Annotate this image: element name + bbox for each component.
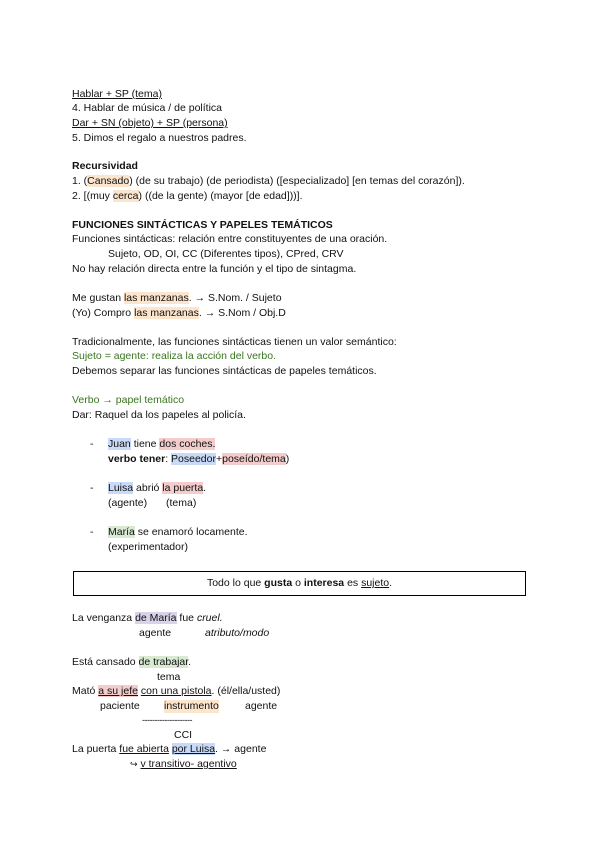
example-cansado: Está cansado de trabajar. [72,656,192,668]
rule-box: Todo lo que gusta o interesa es sujeto. [73,571,526,596]
example-gustan: Me gustan las manzanas. → S.Nom. / Sujeto [72,292,282,304]
label-atributo-modo: atributo/modo [205,627,270,639]
list-dash-1: - [90,438,94,450]
list-item-maria: María se enamoró locamente. [108,526,248,538]
return-arrow-icon: ↪ [130,759,138,769]
papel-tematico-heading: Verbo → papel temático [72,394,185,406]
label-agente-mato: agente [245,700,278,712]
funciones-line-3: No hay relación directa entre la función y el tipo de sintagma. [72,263,357,275]
list-dash-3: - [90,526,94,538]
example-compro: (Yo) Compro las manzanas. → S.Nom / Obj.D [72,307,286,319]
intro-line-2: 4. Hablar de música / de política [72,102,222,114]
example-puerta: La puerta fue abierta por Luisa. → agente [72,743,267,755]
semantico-line-2: Sujeto = agente: realiza la acción del verbo. [72,350,277,362]
label-cci: CCI [174,729,193,741]
intro-line-4: 5. Dimos el regalo a nuestros padres. [72,132,247,144]
intro-line-1: Hablar + SP (tema) [72,88,162,100]
dashed-separator: -------------------- [142,715,192,725]
dar-example: Dar: Raquel da los papeles al policía. [72,409,246,421]
list-item-luisa-agente: (agente) [108,497,148,509]
list-item-luisa-tema: (tema) [166,497,197,509]
label-paciente: paciente [100,700,140,712]
example-venganza: La venganza de María fue cruel. [72,612,223,624]
label-agente-venganza: agente [139,627,172,639]
example-mato: Mató a su jefe con una pistola. (él/ella/usted) [72,685,281,697]
list-item-juan-roles: verbo tener: Poseedor+poseído/tema) [108,453,290,465]
list-item-maria-role: (experimentador) [108,541,188,553]
funciones-heading: FUNCIONES SINTÁCTICAS Y PAPELES TEMÁTICOS [72,219,333,231]
semantico-line-3: Debemos separar las funciones sintácticas de papeles temáticos. [72,365,377,377]
recursividad-example-2: 2. [(muy cerca) ((de la gente) (mayor [de edad]))]. [72,190,303,202]
intro-line-3: Dar + SN (objeto) + SP (persona) [72,117,228,129]
semantico-line-1: Tradicionalmente, las funciones sintácticas tienen un valor semántico: [72,336,397,348]
funciones-line-1: Funciones sintácticas: relación entre constituyentes de una oración. [72,233,388,245]
list-item-luisa: Luisa abrió la puerta. [108,482,207,494]
label-tema: tema [157,671,181,683]
label-instrumento: instrumento [164,700,219,712]
label-verbo-transitivo: ↪ v transitivo- agentivo [130,758,237,770]
recursividad-example-1: 1. (Cansado) (de su trabajo) (de periodista) ([especializado] [en temas del corazón]). [72,175,465,187]
funciones-line-2: Sujeto, OD, OI, CC (Diferentes tipos), CPred, CRV [108,248,344,260]
list-item-juan: Juan tiene dos coches. [108,438,216,450]
list-dash-2: - [90,482,94,494]
recursividad-heading: Recursividad [72,160,138,172]
